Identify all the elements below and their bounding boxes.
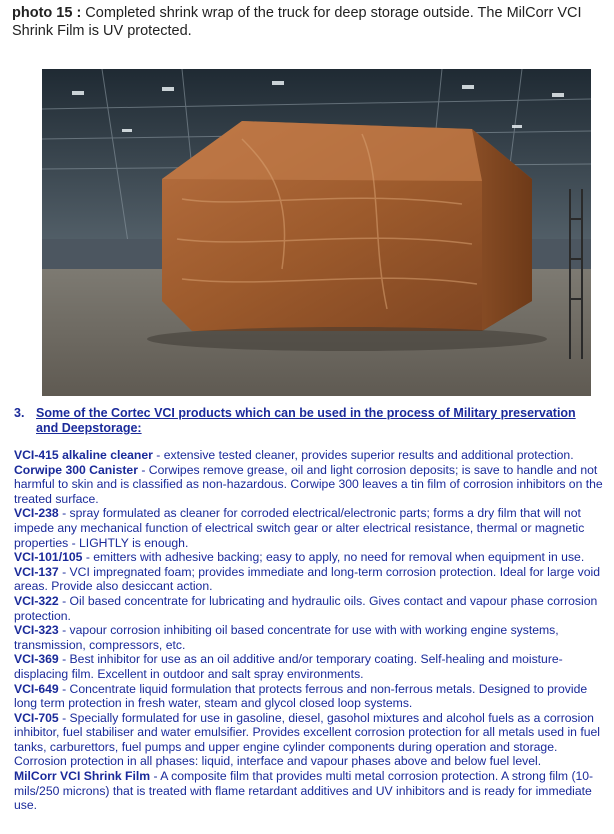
product-name: VCI-137 [14,564,59,579]
photo-caption [12,4,602,40]
section-title-line1: Some of the Cortec VCI products which can be used in the process of Military preservation [36,406,576,420]
product-description: - Corwipes remove grease, oil and light corrosion deposits; is save to handle and not harmful to skin and is classified as non-hazardous. Corwipe 300 leaves a tin film of corrosion inhibitors on the treated surface. [14,462,603,506]
product-name: Corwipe 300 Canister [14,462,138,477]
section-title-line2: and Deepstorage: [36,421,142,435]
product-item [14,506,604,550]
product-item [14,594,604,623]
product-description: - Concentrate liquid formulation that protects ferrous and non-ferrous metals. Designed to provide long term protection in fresh water, steam and glycol closed loop systems. [14,681,588,711]
product-list [14,448,604,813]
photo-caption-text: Completed shrink wrap of the truck for deep storage outside. The MilCorr VCI Shrink Film is UV protected. [12,5,582,39]
product-description: - A composite film that provides multi metal corrosion protection. A strong film (10-mils/250 microns) that is treated with flame retardant additives and UV inhibitors and is ready for immediate use. [14,769,594,813]
product-description: - spray formulated as cleaner for corroded electrical/electronic parts; forms a dry film that will not impede any mechanical function of electrical switch gear or alter electrical resistance, thermal or magnetic properties - LIGHTLY is enough. [14,506,585,550]
product-description: - Oil based concentrate for lubricating and hydraulic oils. Gives contact and vapour phase corrosion protection. [14,593,598,623]
product-description: - Best inhibitor for use as an oil additive and/or temporary coating. Self-healing and moisture-displacing film. Excellent in outdoor and salt spray environments. [14,652,563,681]
product-item [14,565,604,594]
product-name: VCI-369 [14,652,59,667]
product-item [14,623,604,652]
product-name: VCI-323 [14,623,59,638]
section-number: 3. [14,406,25,420]
product-item [14,448,604,463]
product-name: VCI-238 [14,506,59,521]
product-name: VCI-322 [14,593,59,608]
section-heading [14,406,604,436]
shrink-wrapped-truck-photo [42,69,591,396]
warehouse-photo-illustration [42,69,591,396]
product-description: - vapour corrosion inhibiting oil based concentrate for use with with working engine systems, transmission, compressors, etc. [14,623,559,652]
product-name: VCI-705 [14,710,59,725]
product-name: VCI-415 alkaline cleaner [14,448,153,462]
product-item [14,769,604,813]
product-description: - extensive tested cleaner, provides superior results and additional protection. [152,448,574,462]
product-item [14,682,604,711]
product-description: - emitters with adhesive backing; easy to apply, no need for removal when equipment in use. [82,550,585,565]
photo-caption-label: photo 15 : [12,5,82,21]
product-item [14,652,604,681]
product-name: MilCorr VCI Shrink Film [14,769,151,784]
product-name: VCI-649 [14,681,59,696]
product-description: - Specially formulated for use in gasoline, diesel, gasohol mixtures and alcohol fuels as a corrosion inhibitor, fuel stabiliser and water emulsifier. Provides excellent corrosion protection for all metals used in fuel tanks, carburettors, fuel pumps and upper engine cylinder components during operation and storage. Corrosion protection in all phases: liquid, interface and vapour phases above and below fuel level. [14,710,600,769]
product-description: - VCI impregnated foam; provides immediate and long-term corrosion protection. Ideal for large void areas. Provide also desiccant action. [14,564,600,594]
product-item [14,711,604,769]
product-item [14,550,604,565]
product-name: VCI-101/105 [14,550,83,565]
product-item [14,463,604,507]
